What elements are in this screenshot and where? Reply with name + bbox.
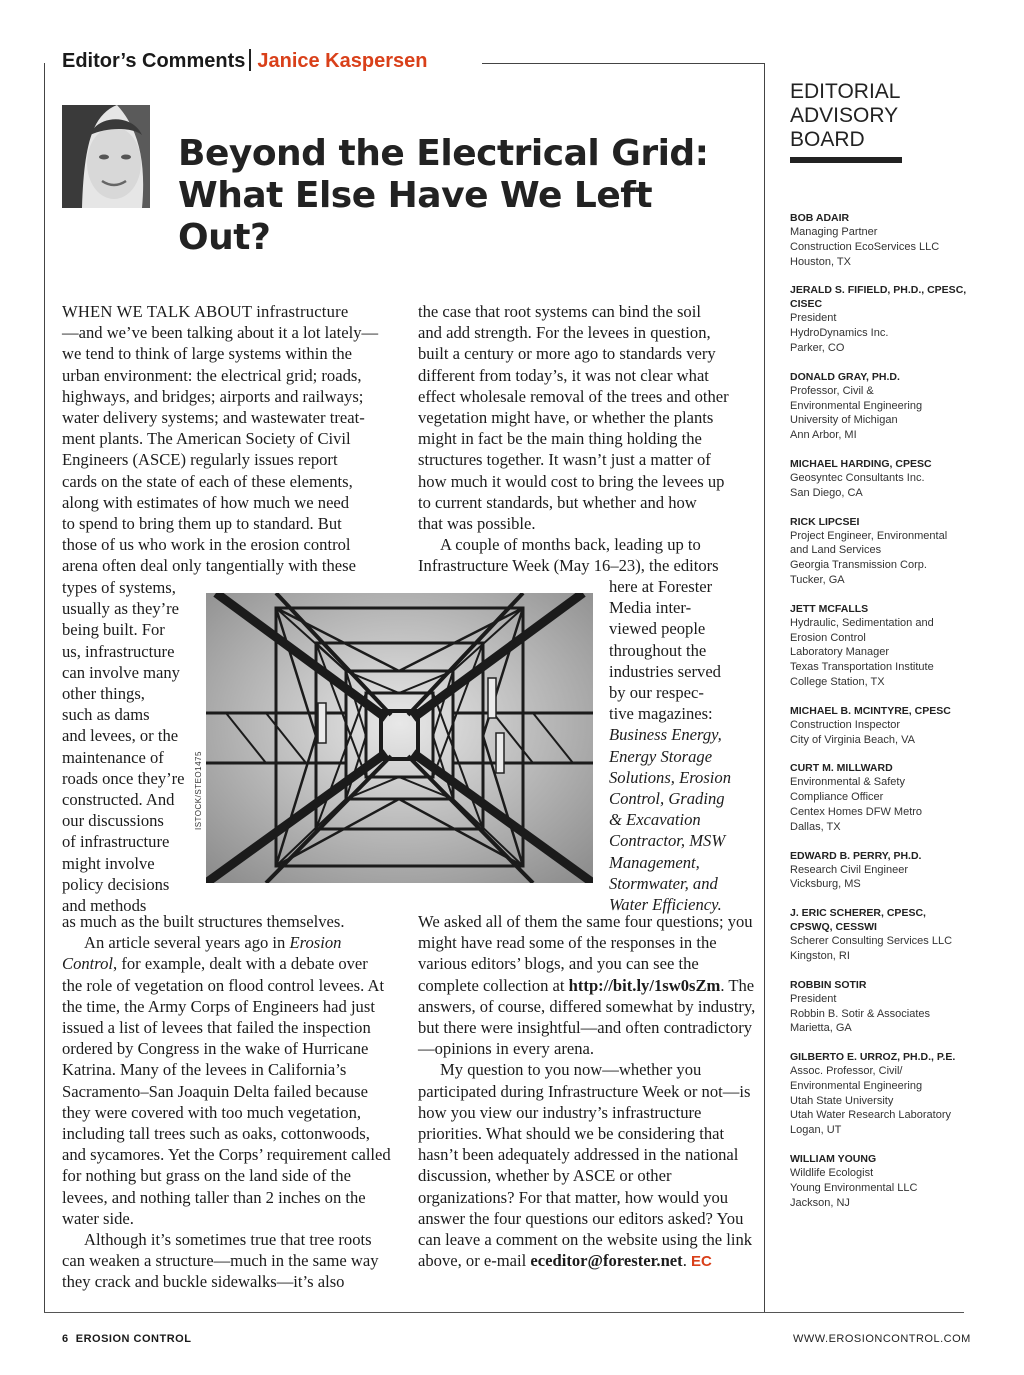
text-line: can involve many [62,662,180,682]
text-line: might involve [62,853,155,873]
text-line: WHEN WE TALK ABOUT infrastructure [62,302,349,321]
board-member [790,515,970,588]
paragraph: as much as the built structures themselves. [62,912,345,931]
member-name: WILLIAM YOUNG [790,1153,877,1166]
member-detail: Laboratory Manager [790,646,890,659]
member-detail: Houston, TX [790,255,851,268]
collection-link[interactable]: http://bit.ly/1sw0sZm [568,975,721,995]
frame-left-rule [44,63,45,1313]
board-title-bar [790,157,902,163]
member-detail: Kingston, RI [790,949,850,962]
board-member [790,1152,970,1210]
author-photo [62,105,150,208]
col1-rest [62,911,392,1293]
text-line: here at Forester [609,577,713,596]
text-line: us, infrastructure [62,641,175,661]
photo-credit: ISTOCK/STEO1475 [194,751,203,830]
member-detail: Managing Partner [790,226,878,238]
board-member [790,761,970,834]
member-name: MICHAEL B. MCINTYRE, CPESC [790,704,951,717]
page-folio [62,1333,191,1345]
member-detail: Construction Inspector [790,718,901,731]
paragraph: We asked all of them the same four questions; you might have read some of the responses in the various editors’ blogs, and you can see the complete collection at http://bit.ly/1sw0sZm. The answers, of course, differed somewhat by industry, but there were insightful—and often contradictory—opinions in every arena. [418,912,756,1059]
member-detail: Logan, UT [790,1124,842,1137]
magazine-title: Stormwater, and [609,873,718,893]
member-name: DONALD GRAY, PH.D. [790,370,900,383]
text-line: constructed. And [62,790,175,810]
col1-intro [62,301,382,577]
member-detail: President [790,992,837,1005]
member-detail: Dallas, TX [790,820,841,833]
text-line: built a century or more ago to standards very [418,344,716,364]
member-detail: Jackson, NJ [790,1196,850,1209]
board-member [790,211,970,269]
text-line: to current standards, but whether and how [418,492,697,512]
text-line: by our respec- [609,683,704,703]
member-name: RICK LIPCSEI [790,515,860,528]
member-detail: Vicksburg, MS [790,878,861,891]
text-line: policy decisions [62,874,170,894]
text-line: that was possible. [418,514,536,534]
text-line: water delivery systems; and wastewater treat- [62,408,365,428]
magazine-title: Management, [609,852,700,872]
member-name: JERALD S. FIFIELD, PH.D., CPESC, CISEC [790,284,967,311]
member-detail: HydroDynamics Inc. [790,327,889,340]
text-line: such as dams [62,705,150,725]
footer-rule [44,1312,964,1313]
board-member [790,283,970,355]
magazine-title: Business Energy, [609,725,722,745]
member-detail: Texas Transportation Institute [790,661,934,674]
page-number: 6 [62,1333,69,1345]
board-member [790,1050,970,1138]
member-name: J. ERIC SCHERER, CPESC, CPSWQ, CESSWI [790,907,926,934]
member-detail: Environmental & Safety [790,776,905,789]
member-detail: Environmental Engineering [790,399,923,412]
member-detail: President [790,312,837,325]
board-member [790,602,970,690]
text-line: industries served [609,661,721,681]
member-detail: Scherer Consulting Services LLC [790,935,953,948]
member-detail: Utah Water Research Laboratory [790,1109,951,1122]
member-name: MICHAEL HARDING, CPESC [790,457,932,470]
text-line: usually as they’re [62,599,180,619]
paragraph: An article several years ago in Erosion Control, for example, dealt with a debate over the role of vegetation on flood control levees. At the time, the Army Corps of Engineers had just issued a list of levees that failed the inspection ordered by Congress in the wake of Hurricane Katrina. Many of the levees in California’s Sacramento–San Joaquin Delta failed because they were covered with too much vegetation, including tall trees such as oaks, cottonwoods, and sycamores. Yet the Corps’ requirement called for nothing but grass on the land side of the levees, and nothing taller than 2 inches on the water side. [62,933,391,1228]
col1-wrap [62,577,202,916]
magazine-title: Water Efficiency. [609,895,722,915]
member-detail: Wildlife Ecologist [790,1167,874,1180]
text-line: Infrastructure Week (May 16–23), the editors [418,556,719,576]
board-member [790,704,970,748]
text-line: how much it would cost to bring the levees up [418,471,725,491]
member-name: JETT MCFALLS [790,602,869,615]
section-label: Editor’s Comments [62,50,246,72]
member-detail: Tucker, GA [790,573,845,586]
member-detail: Environmental Engineering [790,1079,923,1092]
member-detail: Parker, CO [790,341,845,354]
text-line: —and we’ve been talking about it a lot lately— [62,323,379,343]
author-name: Janice Kaspersen [257,50,428,72]
member-detail: Erosion Control [790,631,866,644]
text-line: effect wholesale removal of the trees and other [418,386,729,406]
text-line: and levees, or the [62,726,179,746]
member-detail: Geosyntec Consultants Inc. [790,471,925,484]
text-line: to spend to bring them up to standard. But [62,514,342,534]
col2-intro [418,301,758,577]
board-member [790,849,970,893]
paragraph: My question to you now—whether you participated during Infrastructure Week or not—is how you view our industry’s infrastructure priorities. What should we be considering that hasn’t been adequately addressed in the national discussion, whether by ASCE or other organizations? For that matter, how would you answer the four questions our editors asked? You can leave a comment on the website using the link above, or e-mail eceditor@forester.net. EC [418,1060,753,1271]
magazine-name: EROSION CONTROL [75,1333,192,1345]
text-line: being built. For [62,620,165,640]
text-line: highways, and bridges; airports and railways; [62,386,364,406]
member-name: CURT M. MILLWARD [790,762,893,775]
website-url[interactable]: WWW.EROSIONCONTROL.COM [793,1333,971,1345]
text-line: might in fact be the main thing holding the [418,429,702,449]
member-detail: Georgia Transmission Corp. [790,559,927,572]
magazine-title: Control, Grading [609,789,725,809]
editor-email-link[interactable]: eceditor@forester.net [530,1251,683,1271]
text-line: other things, [62,684,145,704]
header-rule [482,63,764,64]
magazine-title: Solutions, Erosion [609,767,732,787]
member-detail: College Station, TX [790,675,885,688]
col2-rest [418,911,758,1272]
member-detail: Ann Arbor, MI [790,429,857,442]
title-line-1: Beyond the Electrical Grid: [178,133,709,174]
magazine-title: Contractor, MSW [609,831,726,851]
text-line: Engineers (ASCE) regularly issues report [62,450,338,470]
member-detail: San Diego, CA [790,486,863,499]
member-detail: and Land Services [790,544,882,557]
text-line: we tend to think of large systems within the [62,344,353,364]
header-divider [249,49,251,71]
text-line: those of us who work in the erosion control [62,535,351,555]
text-line: different from today’s, it was not clear what [418,365,709,385]
frame-right-rule [764,63,765,1313]
board-member [790,906,970,964]
magazine-title: Energy Storage [609,746,713,766]
member-name: EDWARD B. PERRY, PH.D. [790,849,922,862]
magazine-title: & Excavation [609,810,701,830]
board-member-list [790,211,970,1224]
member-detail: Professor, Civil & [790,384,874,397]
member-detail: Research Civil Engineer [790,863,908,876]
text-line: structures together. It wasn’t just a matter of [418,450,711,470]
text-line: vegetation might have, or whether the plants [418,408,714,428]
member-detail: Construction EcoServices LLC [790,240,940,253]
paragraph: Although it’s sometimes true that tree roots can weaken a structure—much in the same way they crack and buckle sidewalks—it’s also [62,1230,379,1292]
member-detail: Compliance Officer [790,791,884,804]
end-mark: EC [691,1253,712,1271]
member-detail: Project Engineer, Environmental [790,529,948,542]
text-line: Media inter- [609,598,692,618]
board-member [790,457,970,501]
text-line: the case that root systems can bind the soil [418,302,701,321]
member-name: BOB ADAIR [790,212,850,224]
section-header [62,49,427,73]
magazine-title: Erosion Control [62,933,342,974]
member-detail: City of Virginia Beach, VA [790,733,915,746]
member-detail: Young Environmental LLC [790,1181,918,1194]
member-detail: Assoc. Professor, Civil/ [790,1065,903,1078]
text-line: A couple of months back, leading up to [440,535,701,555]
col2-wrap [609,576,759,915]
text-line: and methods [62,896,147,916]
text-line: tive magazines: [609,704,713,724]
text-line: throughout the [609,640,707,660]
text-line: of infrastructure [62,832,170,852]
member-detail: Marietta, GA [790,1022,852,1035]
text-line: and add strength. For the levees in question, [418,323,711,343]
board-title: EDITORIAL ADVISORY BOARD [790,80,901,151]
member-detail: Utah State University [790,1094,894,1107]
member-name: ROBBIN SOTIR [790,978,867,991]
member-detail: Centex Homes DFW Metro [790,805,923,818]
text-line: cards on the state of each of these elements, [62,471,353,491]
transmission-tower-photo [206,593,593,883]
text-line: viewed people [609,619,706,639]
text-line: roads once they’re [62,768,185,788]
title-line-2: What Else Have We Left Out? [178,175,653,258]
text-line: along with estimates of how much we need [62,492,350,512]
text-line: arena often deal only tangentially with these [62,556,356,576]
member-detail: Robbin B. Sotir & Associates [790,1007,931,1020]
board-member [790,370,970,443]
member-name: GILBERTO E. URROZ, PH.D., P.E. [790,1051,956,1064]
text-line: urban environment: the electrical grid; roads, [62,365,362,385]
member-detail: University of Michigan [790,414,898,427]
member-detail: Hydraulic, Sedimentation and [790,616,934,629]
text-line: types of systems, [62,578,176,597]
board-member [790,978,970,1036]
text-line: ment plants. The American Society of Civil [62,429,351,449]
text-line: maintenance of [62,747,164,767]
text-line: our discussions [62,811,164,831]
article-title [178,133,748,259]
